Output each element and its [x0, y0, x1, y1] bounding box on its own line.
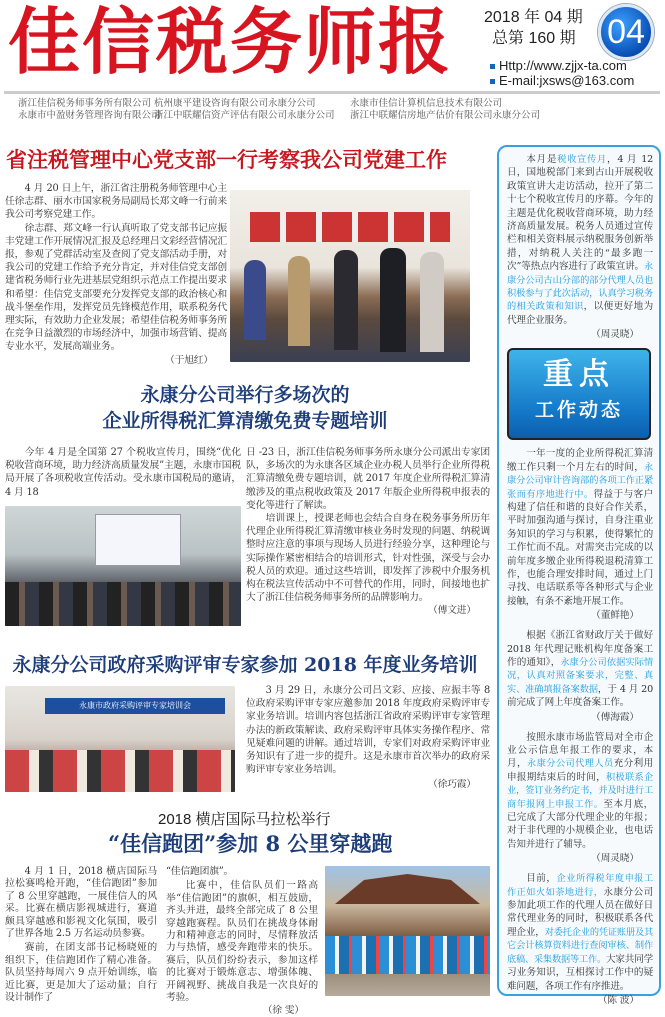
byline: （傅海霞） [591, 711, 639, 723]
procurement-training-photo [5, 686, 235, 792]
badge-line2: 工作动态 [534, 399, 623, 422]
sidebar-item [507, 153, 653, 341]
text-segment: 充分利用申报期结束后的时间， [507, 758, 654, 783]
company-name: 浙江中联耀信房地产估价有限公司永康分公司 [350, 110, 541, 121]
highlighted-text: 企业所得税年度申报工作正如火如荼地进行， [507, 873, 653, 898]
email-link[interactable] [490, 73, 634, 89]
paragraph: 培训课上，授课老师也会结合自身在税务事务所历年代理企业所得税汇算清缴审核业务时发现的问题、纳税调整时应注意的事项与现场人员进行经验分享，这种理论与实际操作紧密相结合的培训形式，针对性强，深受与会办税人员的欢迎。通过这些培训，即发挥了涉税中介服务机构在税法宣传活动中不可替代的作用，同时，间接地也扩大了浙江佳信税务师事务所的品牌影响力。 [246, 513, 490, 604]
article2-right-text [246, 446, 490, 618]
article4-headline: “佳信跑团”参加 8 公里穿越跑 [108, 831, 393, 856]
sidebar-item [507, 731, 653, 866]
byline: （徐巧霞） [428, 779, 476, 791]
masthead-title: 佳信税务师报 [8, 0, 453, 84]
bullet-icon [490, 64, 495, 69]
paragraph: 赛前，在团支部书记杨晓娅的组织下，佳信跑团作了精心准备。队员坚持每周六 9 点开始训练，临近比赛，更是加大了运动量；自行设计制作了 [5, 942, 157, 1004]
text-segment: 至本月底，已完成了大部分代理企业的年报；对于非代理的小规模企业，也电话告知并进行了辅导。 [507, 798, 654, 850]
marathon-photo [325, 866, 490, 996]
text-segment: 本月是 [526, 154, 558, 165]
photo-banner: 永康市政府采购评审专家培训会 [45, 698, 225, 714]
byline: （陈 波） [597, 994, 639, 1006]
party-visit-photo [230, 190, 470, 362]
byline: （于旭红） [165, 354, 213, 366]
highlighted-text: 永康分公司古山分部的部分代理人员也积极参与了此次活动，认真学习税务的相关政策和知识 [507, 261, 653, 313]
sidebar-item [507, 629, 653, 723]
highlighted-text: 税收宣传月 [557, 154, 607, 165]
text-segment: 按照永康市场监管局对全市企业公示信息年报工作的要求，本月， [507, 731, 653, 770]
highlighted-text: 永康分公司依据实际情况，认真对照备案要求，完整、真实、准确填报备案数据 [507, 656, 654, 695]
company-name: 永康市佳信计算机信息技术有限公司 [350, 98, 503, 109]
text-segment: ，于 4 月 20 前完成了网上年度备案工作。 [507, 683, 653, 709]
text-segment: 一年一度的企业所得税汇算清缴工作只剩一个月左右的时间， [507, 448, 653, 473]
article2-headline-line1: 永康分公司举行多场次的 [140, 384, 350, 406]
sidebar-paragraph [507, 872, 653, 993]
bullet-icon [490, 79, 495, 84]
byline: （傅文进） [428, 605, 476, 617]
paragraph: 比赛中，佳信队员们一路高举“佳信跑团”的旗帜，相互鼓励，齐头并进，最终全部完成了 8 公里穿越跑赛程。队员们在挑战身体耐力和精神意志的同时，尽情释放活力与热情，感受奔跑带来的快乐。赛后，队员们纷纷表示，参加这样的比赛对于锻炼意志、增强体魄、开阔视野、挑战自我是一次良好的考验。 [166, 880, 318, 1004]
total-issue: 总第 160 期 [492, 30, 576, 47]
text-segment: 大家共同学习业务知识，互相探讨工作中的疑难问题，各项工作有序推进。 [507, 953, 653, 992]
badge-line1: 重点 [543, 357, 615, 393]
paragraph: 徐志群、郑文峰一行认真听取了党支部书记应振丰党建工作开展情况汇报及总经理吕文彩经营情况汇报，参观了党群活动室及查阅了党支部活动手册，对我公司的党建工作给予充分肯定，并对佳信党支部创建省税务师行业先进基层党组织示范点工作提出要求和希望：佳信党支部要充分发挥党支部的政治核心和战斗堡垒作用，发挥党员先锋模范作用，联系税务代理实际，有效助力企业发展；希望佳信税务师事务所在竞争日益激烈的市场经济中，加强市场营销、提高专业水平，发展高端业务。 [5, 222, 227, 353]
highlighted-text: 积极联系企业，签订业务约定书，并及时进行工商年报网上申报工作。 [507, 771, 654, 810]
text-segment: 目前， [526, 873, 557, 885]
sidebar-paragraph [507, 731, 653, 852]
company-name: 浙江中联耀信资产评估有限公司永康分公司 [154, 110, 335, 121]
text-segment: ，4 月 12 日，国地税部门来到古山开展税收政策宣讲大走访活动，拉开了第二十七个税收宣传月的序幕。今年的主题是优化税收营商环境，助力经济高质量发展。税务人员通过宣传栏和相关资料展示纳税服务创新举措，对纳税人关注的“最多跑一次”等热点内容进行了政策宣讲。 [507, 154, 654, 273]
highlighted-text: 永康分公司代理人员 [527, 758, 614, 770]
sidebar-paragraph [507, 153, 653, 327]
text-segment: 永康分公司参加此项工作的代理人员在做好日常代理业务的同时，积极联系各代理企业， [507, 886, 654, 938]
article1-headline: 省注税管理中心党支部一行考察我公司党建工作 [6, 148, 447, 172]
highlighted-text: 永康分公司审计咨询部的各项工作正紧张而有序地进行中。 [507, 461, 653, 500]
website-link[interactable] [490, 58, 627, 74]
header-divider [4, 91, 660, 94]
company-name: 杭州康平建设咨询有限公司永康分公司 [154, 98, 316, 109]
key-work-badge [507, 348, 651, 440]
sidebar-paragraph [507, 629, 653, 709]
paragraph: 日 -23 日，浙江佳信税务师事务所永康分公司派出专家团队，多场次的为永康各区域企业办税人员举行企业所得税汇算清缴免费专题培训，就 2017 年度企业所得税汇算清缴涉及的重点税收政策及 2017 年版企业所得税申报表的变化等进行了解读。 [246, 447, 490, 511]
sidebar-item [507, 872, 653, 1007]
article4-col1 [5, 866, 157, 1004]
sidebar-paragraph [507, 447, 653, 608]
byline: （董鲜艳） [591, 610, 639, 622]
highlighted-text: 对委托企业的凭证账册及其它会计核算资料进行查阅审核、制作底稿、采集数据等工作。 [507, 926, 653, 965]
text-segment: 根据《浙江省财政厅关于做好 2018 年代理记账机构年度备案工作的通知》， [507, 630, 653, 668]
byline: （徐 雯） [262, 1005, 304, 1017]
paragraph: 4 月 20 日上午，浙江省注册税务师管理中心主任徐志群、丽水市国家税务局副局长郑文峰一行前来我公司考察党建工作。 [5, 183, 227, 221]
article1-body [5, 182, 227, 368]
text-segment: 得益于与客户构建了信任和谐的良好合作关系，平时加强沟通与探讨，自身注重业务知识的学习与积累，使得繁忙的工作忙而不乱。对需突击完成的以前年度多缴企业所得税退税清算工作，也能合理安排时间，通过上门寻找、电话联系等各种形式与企业接触，有条不紊地开展工作。 [507, 488, 653, 607]
email-text: E-mail:jxsws@163.com [499, 73, 635, 88]
article3-headline: 永康分公司政府采购评审专家参加 2018 年度业务培训 [12, 654, 478, 676]
article4-col2 [166, 866, 318, 1017]
company-name: 永康市中盈财务管理咨询有限公司 [18, 110, 161, 121]
sidebar-work-news [497, 145, 661, 1006]
article2-headline-line2: 企业所得税汇算清缴免费专题培训 [102, 410, 388, 432]
issue-number: 2018 年 04 期 [484, 9, 583, 26]
company-name: 浙江佳信税务师事务所有限公司 [18, 98, 152, 109]
paragraph: 4 月 1 日，2018 横店国际马拉松赛鸣枪开跑，“佳信跑团”参加了 8 公里穿越跑，一展佳信人的风采。比赛在横店影视城进行，赛道颇具穿越感和影视文化氛围，吸引了世界各地 2.5 万名运动员参赛。 [5, 866, 157, 940]
article3-body [246, 684, 490, 792]
training-photo [5, 506, 241, 626]
paragraph: “佳信跑团旗”。 [166, 866, 234, 877]
paragraph: 今年 4 月是全国第 27 个税收宣传月，围绕“优化税收营商环境，助力经济高质量发展”主题，永康市国税局开展了各项税收宣传活动。受永康市国税局的邀请，4 月 18 [5, 447, 241, 498]
byline: （周灵晓） [591, 853, 639, 865]
text-segment: ，以便更好地为代理企业服务。 [507, 301, 653, 326]
issue-badge: 04 [598, 4, 654, 60]
article2-left-text [5, 446, 241, 499]
article4-subtitle: 2018 横店国际马拉松举行 [158, 811, 331, 828]
sidebar-item [507, 447, 653, 622]
byline: （周灵晓） [591, 329, 639, 341]
paragraph: 3 月 29 日，永康分公司吕文彩、应接、应振丰等 8 位政府采购评审专家应邀参加 2018 年度政府采购评审专家业务培训。培训内容包括浙江省政府采购评审专家管理办法的新政策解读、政府采购评审具体实务操作程序、常见疑难问题的讲解。通过培训，专家们对政府采购评审业务知识有了进一步的提升。这是永康市首次举办的政府采购评审专家业务培训。 [246, 685, 490, 776]
website-text: Http://www.zjjx-ta.com [499, 58, 627, 73]
